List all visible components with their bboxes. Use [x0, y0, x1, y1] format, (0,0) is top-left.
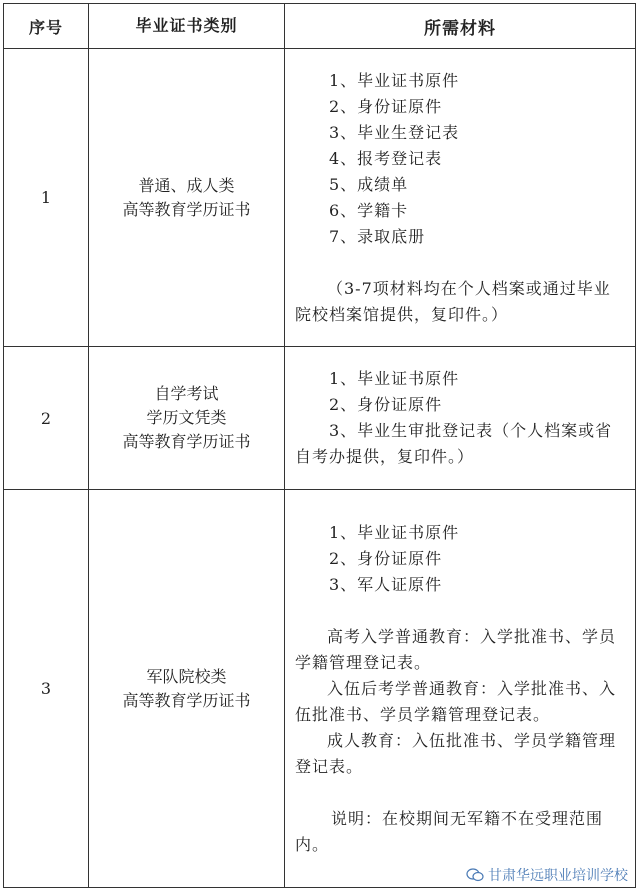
list-item: 3、毕业生审批登记表（个人档案或省自考办提供，复印件。）: [295, 421, 613, 466]
row-number: 2: [4, 347, 89, 490]
list-item: 2、身份证原件: [329, 395, 443, 414]
list-item: 1、毕业证书原件: [329, 70, 460, 90]
materials-paragraph: 高考入学普通教育：入学批准书、学员学籍管理登记表。: [295, 626, 617, 672]
materials-list: [295, 520, 623, 598]
list-item: 4、报考登记表: [329, 148, 443, 168]
materials-list: [295, 68, 623, 250]
materials-cell: [285, 490, 636, 888]
materials-note: 说明：在校期间无军籍不在受理范围内。: [295, 808, 604, 854]
list-item: 6、学籍卡: [329, 200, 409, 220]
type-line: 普通、成人类: [138, 175, 235, 195]
type-line: 高等教育学历证书: [122, 199, 251, 219]
list-item: 5、成绩单: [329, 174, 409, 194]
type-line: 军队院校类: [146, 666, 227, 686]
materials-cell: [285, 49, 636, 347]
table-row: [4, 490, 636, 888]
table-header-row: [4, 4, 636, 49]
materials-cell: [285, 347, 636, 490]
watermark: [466, 865, 628, 885]
watermark-text: 甘肃华远职业培训学校: [488, 868, 628, 884]
type-line: 学历文凭类: [146, 408, 227, 427]
header-certificate-type: 毕业证书类别: [89, 4, 285, 49]
list-item: 3、军人证原件: [329, 574, 443, 594]
list-item: 2、身份证原件: [329, 548, 443, 568]
wechat-icon: [466, 868, 484, 882]
materials-table: [3, 3, 636, 888]
materials-list: [295, 366, 623, 418]
header-materials: 所需材料: [285, 4, 636, 49]
materials-note: （3-7项材料均在个人档案或通过毕业院校档案馆提供，复印件。）: [295, 278, 611, 324]
row-number: 3: [4, 490, 89, 888]
certificate-type: [89, 490, 285, 888]
header-number: 序号: [4, 4, 89, 49]
table-row: [4, 347, 636, 490]
list-item: 1、毕业证书原件: [329, 522, 460, 542]
type-line: 高等教育学历证书: [122, 432, 251, 451]
type-line: 自学考试: [154, 384, 219, 403]
materials-paragraph: 入伍后考学普通教育：入学批准书、入伍批准书、学员学籍管理登记表。: [295, 678, 617, 724]
certificate-type: [89, 347, 285, 490]
certificate-type: [89, 49, 285, 347]
list-item: 3、毕业生登记表: [329, 122, 460, 142]
table-row: [4, 49, 636, 347]
list-item: 2、身份证原件: [329, 96, 443, 116]
list-item: 1、毕业证书原件: [329, 369, 460, 388]
list-item: 7、录取底册: [329, 226, 426, 246]
type-line: 高等教育学历证书: [122, 690, 251, 710]
row-number: 1: [4, 49, 89, 347]
materials-paragraph: 成人教育：入伍批准书、学员学籍管理登记表。: [295, 730, 617, 776]
